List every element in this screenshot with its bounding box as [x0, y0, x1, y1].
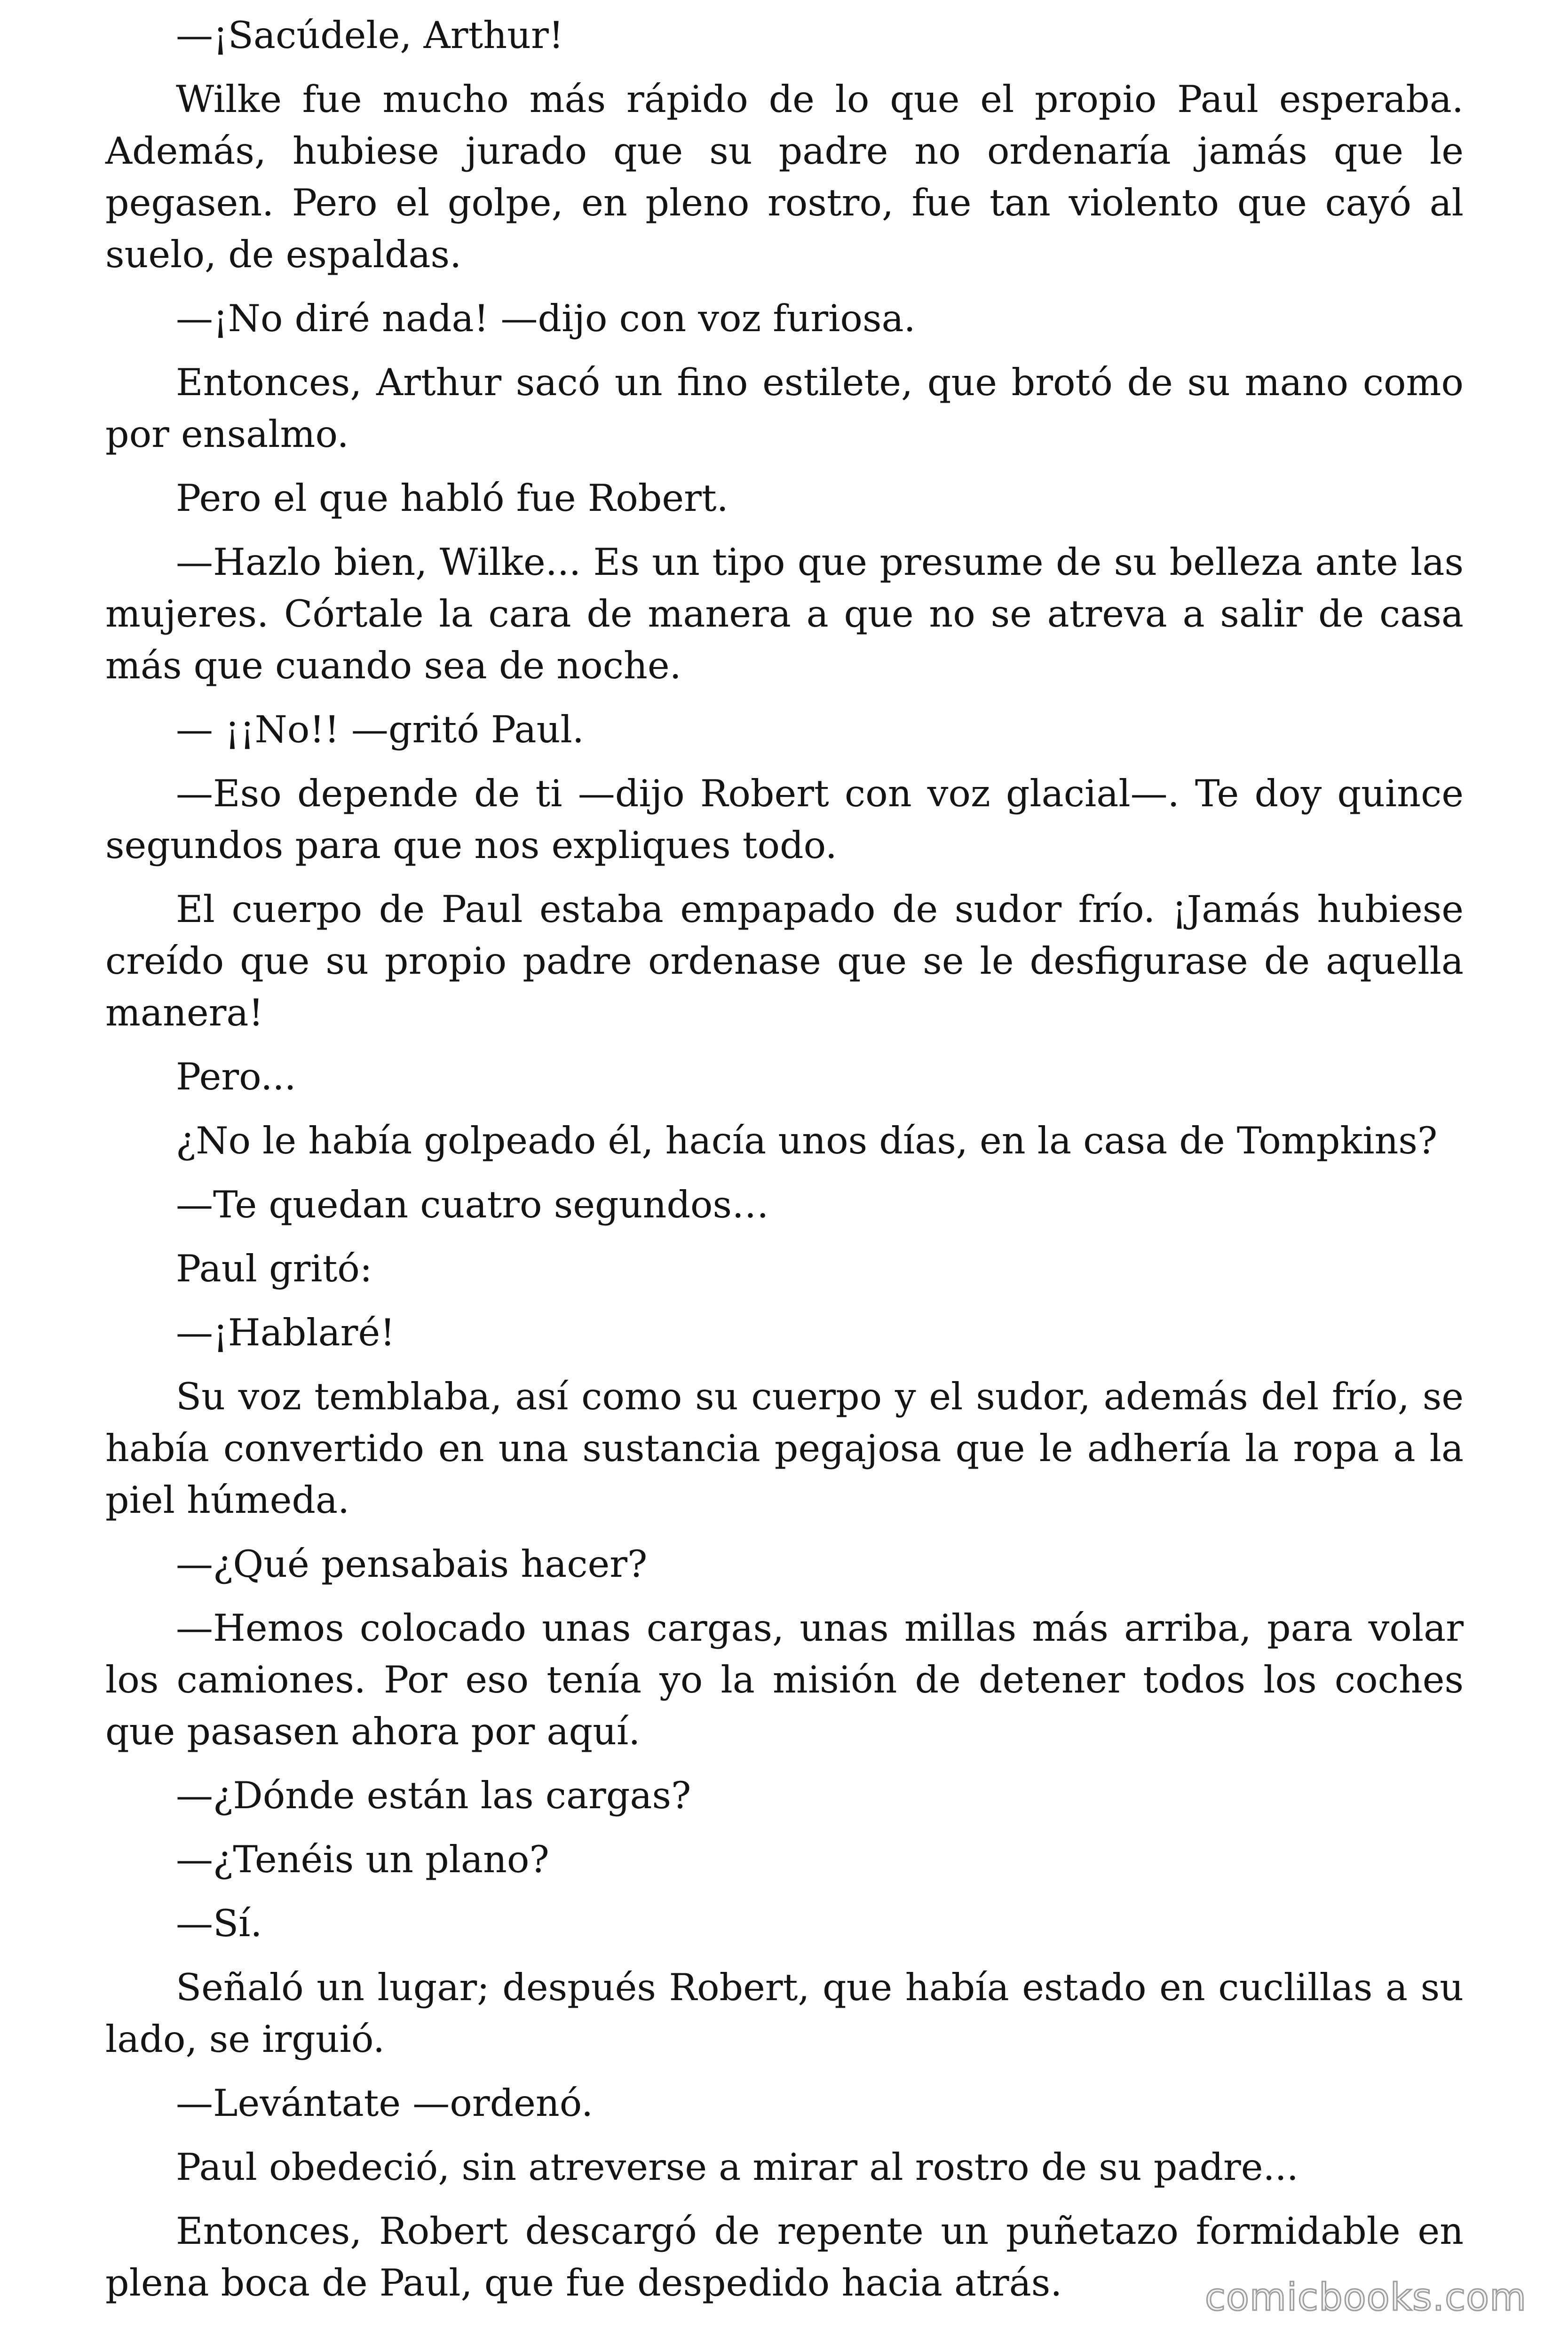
paragraph: —Levántate —ordenó.	[176, 2082, 594, 2125]
paragraph: —¿Tenéis un plano?	[176, 1838, 549, 1881]
paragraph: Su voz temblaba, así como su cuerpo y el sudor, además del frío, se había convertido en una sustancia pegajosa que le adhería la ropa a la piel húmeda.	[105, 1375, 1464, 1522]
paragraph: Entonces, Arthur sacó un fino estilete, que brotó de su mano como por ensalmo.	[105, 361, 1464, 456]
paragraph: Señaló un lugar; después Robert, que había estado en cuclillas a su lado, se irguió.	[105, 1966, 1464, 2061]
paragraph: —¡Sacúdele, Arthur!	[176, 14, 564, 57]
paragraph: —¡Hablaré!	[176, 1311, 395, 1354]
paragraph: Pero...	[176, 1055, 296, 1098]
paragraph: El cuerpo de Paul estaba empapado de sudor frío. ¡Jamás hubiese creído que su propio padre ordenase que se le desfigurase de aquella manera!	[105, 888, 1464, 1034]
paragraph: Wilke fue mucho más rápido de lo que el propio Paul esperaba. Además, hubiese jurado que su padre no ordenaría jamás que le pegasen. Pero el golpe, en pleno rostro, fue tan violento que cayó al suelo, de espaldas.	[105, 78, 1464, 276]
watermark: comicbooks.com	[1204, 2275, 1527, 2319]
paragraph: Pero el que habló fue Robert.	[176, 477, 729, 520]
page-text	[105, 9, 1464, 2321]
paragraph: —Te quedan cuatro segundos…	[176, 1183, 769, 1226]
paragraph: —¿Qué pensabais hacer?	[176, 1542, 648, 1586]
paragraph: —Eso depende de ti —dijo Robert con voz glacial—. Te doy quince segundos para que nos expliques todo.	[105, 772, 1464, 867]
paragraph: —Hemos colocado unas cargas, unas millas más arriba, para volar los camiones. Por eso tenía yo la misión de detener todos los coches que pasasen ahora por aquí.	[105, 1606, 1464, 1753]
paragraph: —Hazlo bien, Wilke... Es un tipo que presume de su belleza ante las mujeres. Córtale la cara de manera a que no se atreva a salir de casa más que cuando sea de noche.	[105, 540, 1464, 687]
paragraph: Entonces, Robert descargó de repente un puñetazo formidable en plena boca de Paul, que fue despedido hacia atrás.	[105, 2209, 1464, 2304]
paragraph: Paul obedeció, sin atreverse a mirar al rostro de su padre...	[176, 2145, 1299, 2189]
paragraph: Paul gritó:	[176, 1247, 372, 1290]
paragraph: —¡No diré nada! —dijo con voz furiosa.	[176, 297, 916, 340]
paragraph: —Sí.	[176, 1902, 262, 1945]
paragraph: ¿No le había golpeado él, hacía unos días, en la casa de Tompkins?	[176, 1119, 1438, 1162]
paragraph: —¿Dónde están las cargas?	[176, 1774, 691, 1817]
paragraph: — ¡¡No!! —gritó Paul.	[176, 708, 584, 751]
